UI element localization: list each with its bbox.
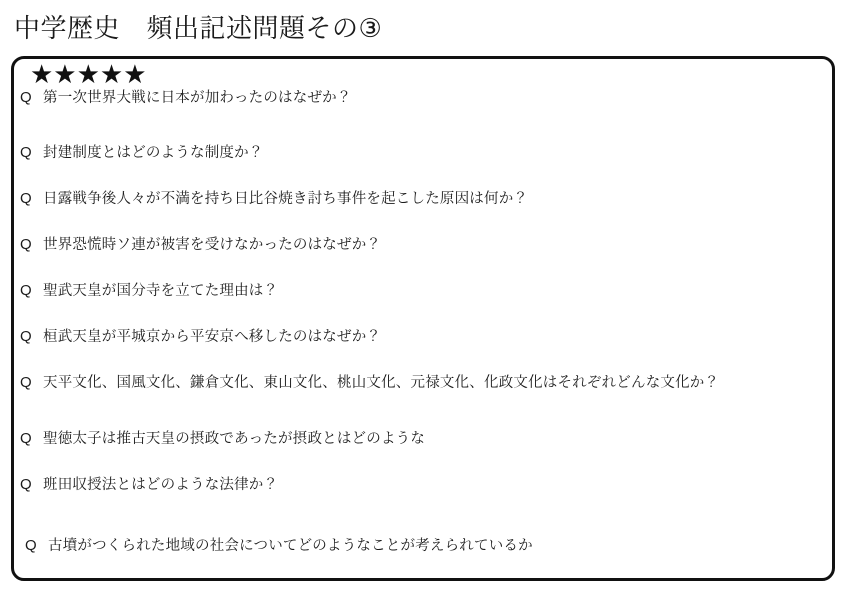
question-row — [20, 373, 832, 393]
question-text: 第一次世界大戦に日本が加わったのはなぜか？ — [43, 90, 352, 106]
question-text: 班田収授法とはどのような法律か？ — [43, 477, 279, 493]
question-row — [20, 143, 832, 163]
question-label: Q — [20, 476, 32, 493]
page-title: 中学歴史 頻出記述問題その③ — [14, 13, 383, 43]
question-label: Q — [20, 374, 32, 391]
question-row — [20, 189, 832, 209]
question-list — [14, 88, 832, 556]
question-label: Q — [25, 537, 37, 554]
question-label: Q — [20, 282, 32, 299]
question-row — [20, 475, 832, 495]
question-row — [20, 235, 832, 255]
question-row — [20, 327, 832, 347]
question-text: 封建制度とはどのような制度か？ — [43, 145, 264, 161]
question-label: Q — [20, 89, 32, 106]
question-box — [11, 56, 835, 581]
question-text: 聖徳太子は推古天皇の摂政であったが摂政とはどのような — [43, 431, 426, 447]
question-label: Q — [20, 236, 32, 253]
question-row — [20, 281, 832, 301]
question-row — [25, 536, 832, 556]
question-text: 聖武天皇が国分寺を立てた理由は？ — [43, 283, 279, 299]
question-label: Q — [20, 328, 32, 345]
question-text: 世界恐慌時ソ連が被害を受けなかったのはなぜか？ — [43, 237, 382, 253]
question-label: Q — [20, 190, 32, 207]
question-row — [20, 429, 832, 449]
question-text: 天平文化、国風文化、鎌倉文化、東山文化、桃山文化、元禄文化、化政文化はそれぞれどんな文化か？ — [43, 375, 720, 391]
question-text: 桓武天皇が平城京から平安京へ移したのはなぜか？ — [43, 329, 382, 345]
star-rating-icon: ★★★★★ — [30, 59, 147, 89]
question-row — [20, 88, 832, 108]
question-text: 日露戦争後人々が不満を持ち日比谷焼き討ち事件を起こした原因は何か？ — [43, 191, 529, 207]
question-label: Q — [20, 144, 32, 161]
question-text: 古墳がつくられた地域の社会についてどのようなことが考えられているか — [48, 538, 533, 554]
question-label: Q — [20, 430, 32, 447]
